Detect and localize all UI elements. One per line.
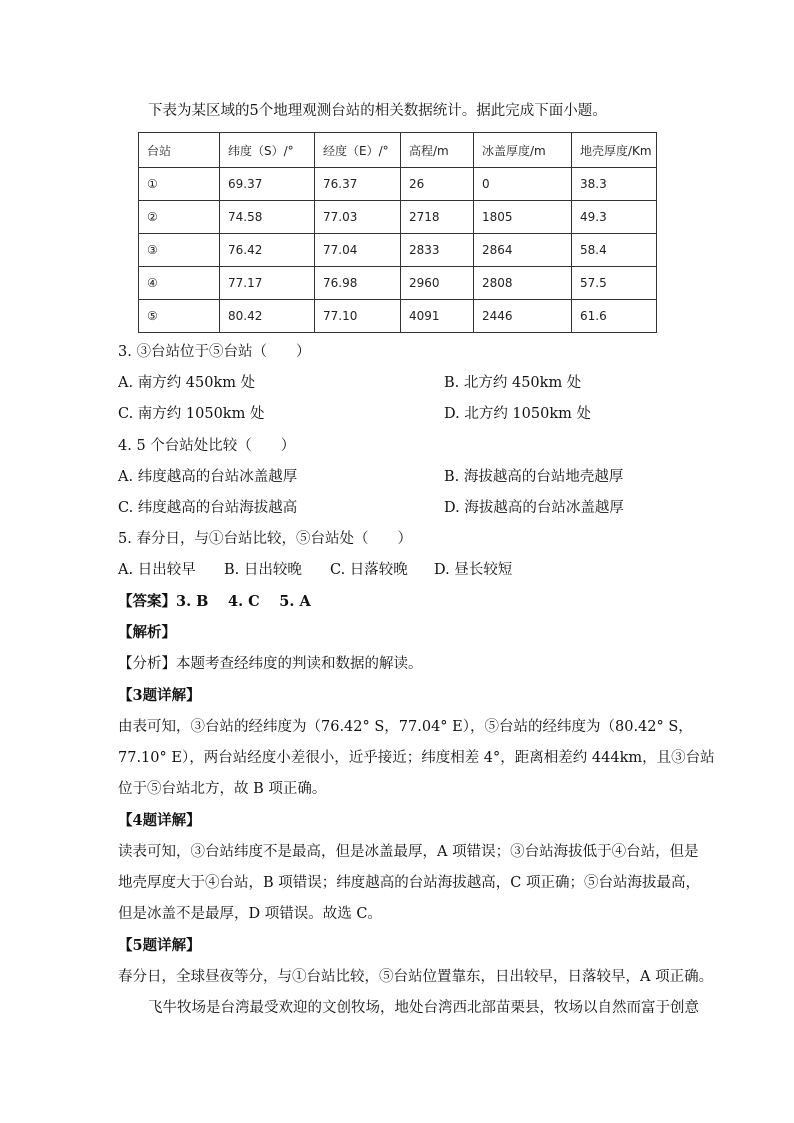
- intro-text: 下表为某区域的5个地理观测台站的相关数据统计。据此完成下面小题。: [148, 103, 607, 119]
- answer-line: 【答案】3. B 4. C 5. A: [118, 593, 311, 610]
- detail-4-line-2: 地壳厚度大于④台站，B 项错误；纬度越高的台站海拔越高，C 项正确；⑤台站海拔最高，: [118, 875, 700, 891]
- table-cell: ②: [139, 201, 220, 234]
- detail-5-line-1: 春分日，全球昼夜等分，与①台站比较，⑤台站位置靠东，日出较早，日落较早，A 项正确。: [118, 969, 714, 985]
- question-5-stem: 5. 春分日，与①台站比较，⑤台站处（ ）: [118, 531, 412, 547]
- header-latitude: 纬度（S）/°: [220, 133, 315, 168]
- q5-option-b: B. 日出较晚: [224, 562, 302, 578]
- q3-option-d: D. 北方约 1050km 处: [444, 406, 591, 422]
- overview-line: 【分析】本题考查经纬度的判读和数据的解读。: [118, 656, 423, 672]
- q3-option-c: C. 南方约 1050km 处: [118, 406, 265, 422]
- table-row: [139, 201, 657, 234]
- table-cell: 2833: [401, 234, 474, 267]
- table-cell: 2446: [474, 300, 572, 333]
- q5-option-c: C. 日落较晚: [330, 562, 408, 578]
- table-cell: 49.3: [572, 201, 657, 234]
- table-cell: 77.03: [315, 201, 401, 234]
- question-4-stem: 4. 5 个台站处比较（ ）: [118, 438, 296, 454]
- header-station: 台站: [139, 133, 220, 168]
- table-cell: 1805: [474, 201, 572, 234]
- table-cell: 61.6: [572, 300, 657, 333]
- table-row: [139, 168, 657, 201]
- detail-4-line-3: 但是冰盖不是最厚，D 项错误。故选 C。: [118, 906, 382, 922]
- next-passage-line: 飞牛牧场是台湾最受欢迎的文创牧场，地处台湾西北部苗栗县，牧场以自然而富于创意: [148, 1000, 699, 1016]
- table-cell: 80.42: [220, 300, 315, 333]
- table-cell: 2808: [474, 267, 572, 300]
- q4-option-c: C. 纬度越高的台站海拔越高: [118, 500, 298, 516]
- table-row: [139, 300, 657, 333]
- table-cell: 76.42: [220, 234, 315, 267]
- table-cell: 77.17: [220, 267, 315, 300]
- detail-3-heading: 【3题详解】: [118, 687, 201, 704]
- detail-3-line-1: 由表可知，③台站的经纬度为（76.42° S，77.04° E），⑤台站的经纬度为（80.42° S，: [118, 719, 693, 735]
- detail-3-line-2: 77.10° E），两台站经度小差很小，近乎接近；纬度相差 4°，距离相差约 444km，且③台站: [118, 750, 715, 766]
- table-header-row: [139, 133, 657, 168]
- header-crust-thickness: 地壳厚度/Km: [572, 133, 657, 168]
- detail-4-heading: 【4题详解】: [118, 812, 201, 829]
- table-cell: 4091: [401, 300, 474, 333]
- table-cell: 74.58: [220, 201, 315, 234]
- table-cell: 2960: [401, 267, 474, 300]
- table-cell: 77.10: [315, 300, 401, 333]
- detail-5-heading: 【5题详解】: [118, 937, 201, 954]
- table-cell: 76.37: [315, 168, 401, 201]
- table-cell: 38.3: [572, 168, 657, 201]
- header-longitude: 经度（E）/°: [315, 133, 401, 168]
- station-data-table: [138, 132, 657, 333]
- q4-option-d: D. 海拔越高的台站冰盖越厚: [444, 500, 624, 516]
- q4-option-a: A. 纬度越高的台站冰盖越厚: [118, 469, 298, 485]
- table-row: [139, 267, 657, 300]
- table-cell: 2718: [401, 201, 474, 234]
- detail-4-line-1: 读表可知，③台站纬度不是最高，但是冰盖最厚，A 项错误；③台站海拔低于④台站，但是: [118, 844, 699, 860]
- table-cell: 0: [474, 168, 572, 201]
- table-row: [139, 234, 657, 267]
- table-cell: ①: [139, 168, 220, 201]
- detail-3-line-3: 位于⑤台站北方，故 B 项正确。: [118, 781, 327, 797]
- table-cell: 77.04: [315, 234, 401, 267]
- table-cell: ③: [139, 234, 220, 267]
- table-cell: 26: [401, 168, 474, 201]
- q3-option-a: A. 南方约 450km 处: [118, 375, 256, 391]
- table-cell: ④: [139, 267, 220, 300]
- table-cell: 2864: [474, 234, 572, 267]
- table-cell: ⑤: [139, 300, 220, 333]
- table-cell: 58.4: [572, 234, 657, 267]
- header-ice-thickness: 冰盖厚度/m: [474, 133, 572, 168]
- table-cell: 69.37: [220, 168, 315, 201]
- header-elevation: 高程/m: [401, 133, 474, 168]
- analysis-heading: 【解析】: [118, 624, 176, 641]
- q4-option-b: B. 海拔越高的台站地壳越厚: [444, 469, 624, 485]
- table-cell: 57.5: [572, 267, 657, 300]
- table-cell: 76.98: [315, 267, 401, 300]
- q5-option-d: D. 昼长较短: [434, 562, 513, 578]
- question-3-stem: 3. ③台站位于⑤台站（ ）: [118, 344, 311, 360]
- q3-option-b: B. 北方约 450km 处: [444, 375, 582, 391]
- q5-option-a: A. 日出较早: [118, 562, 196, 578]
